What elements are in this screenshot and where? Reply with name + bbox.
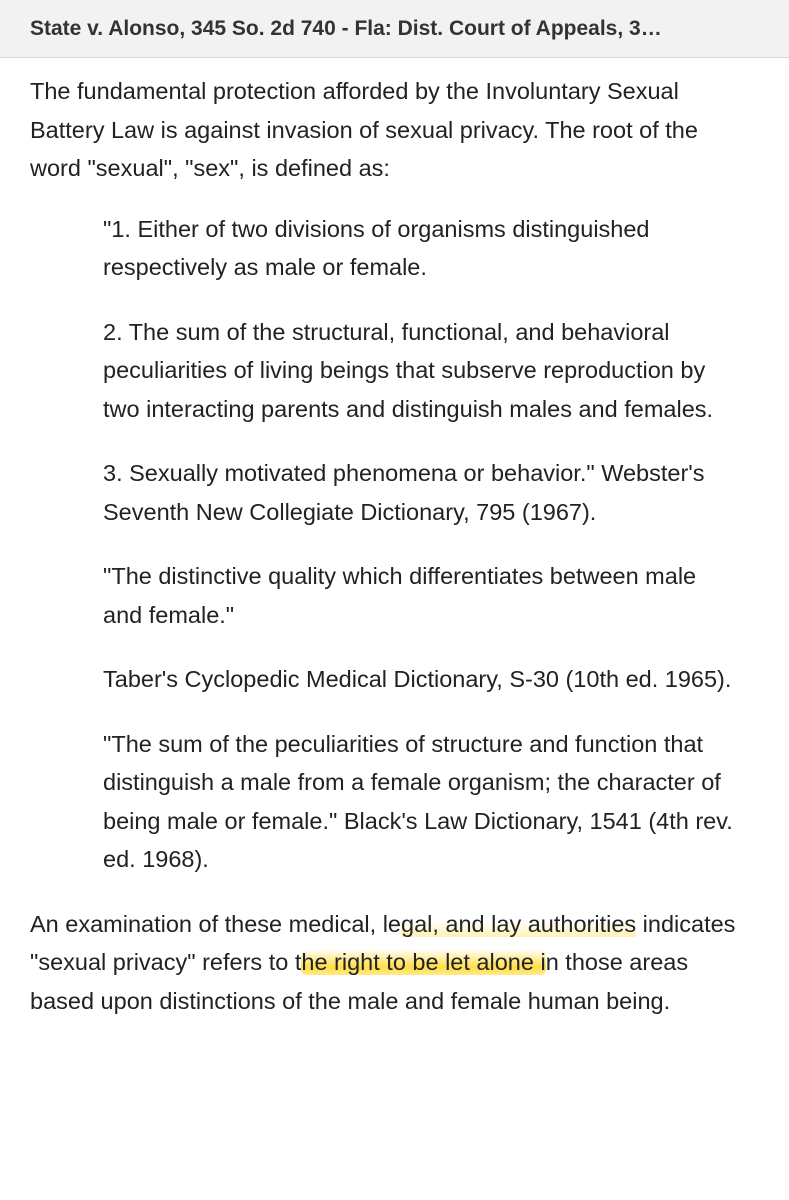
opinion-body [30, 72, 752, 1020]
definition-3: 3. Sexually motivated phenomena or behavior." Webster's Seventh New Collegiate Dictionary, 795 (1967). [103, 460, 705, 525]
definition-2: 2. The sum of the structural, functional, and behavioral peculiarities of living beings that subserve reproduction by two interacting parents and distinguish males and females. [103, 318, 714, 422]
document-title-bar [0, 0, 789, 58]
definitions-block-quote [103, 210, 733, 879]
conclusion-text-1: An examination of these medical, le [30, 910, 401, 937]
tabers-definition: "The distinctive quality which differentiates between male and female." [103, 563, 697, 628]
intro-paragraph: The fundamental protection afforded by the Involuntary Sexual Battery Law is against invasion of sexual privacy. The root of the word "sexual", "sex", is defined as: [30, 78, 698, 181]
soft-highlight: gal, and lay authorities [401, 910, 637, 937]
conclusion-text-3: n those areas based upon distinctions of the male and female human being. [30, 949, 689, 1014]
definition-1: "1. Either of two divisions of organisms distinguished respectively as male or female. [103, 215, 650, 280]
blacks-definition: "The sum of the peculiarities of structure and function that distinguish a male from a female organism; the character of being male or female." Black's Law Dictionary, 1541 (4th rev. ed. 1968). [103, 730, 733, 872]
conclusion-paragraph [30, 905, 752, 1021]
tabers-citation: Taber's Cyclopedic Medical Dictionary, S-30 (10th ed. 1965). [103, 666, 732, 692]
document-title: State v. Alonso, 345 So. 2d 740 - Fla: Dist. Court of Appeals, 3… [30, 16, 662, 40]
highlighted-phrase: he right to be let alone i [301, 949, 546, 975]
conclusion-text-2: indicates "sexual privacy" refers to t [30, 910, 736, 975]
